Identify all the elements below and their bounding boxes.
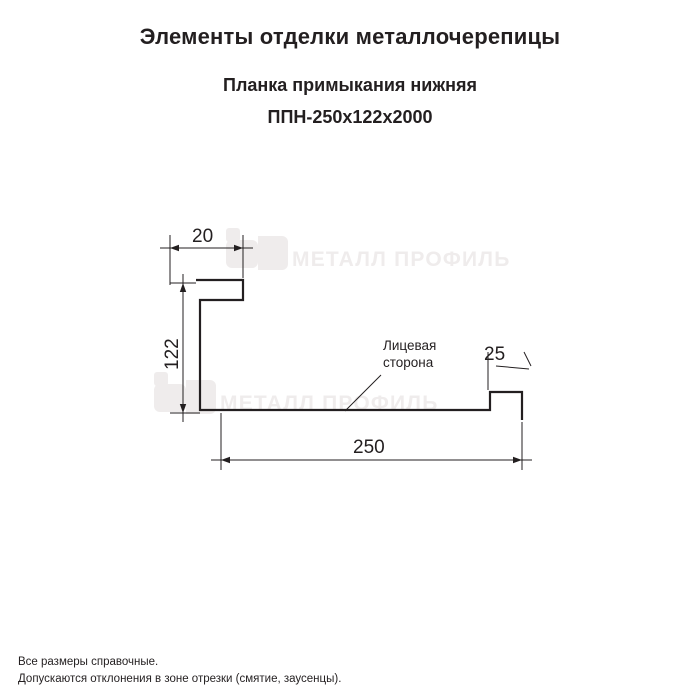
footer-line-1: Все размеры справочные. xyxy=(18,656,159,668)
face-side-label-line1: Лицевая xyxy=(383,338,437,353)
footer-notes xyxy=(18,654,682,688)
dimension-25-text: 25 xyxy=(484,344,506,365)
dimension-122-text: 122 xyxy=(162,338,183,370)
dimension-25 xyxy=(484,344,531,390)
watermark-top xyxy=(226,228,511,271)
drawing-svg xyxy=(0,170,700,530)
page-title: Элементы отделки металлочерепицы xyxy=(139,24,561,49)
watermark-text-2: МЕТАЛЛ ПРОФИЛЬ xyxy=(220,392,439,415)
technical-drawing xyxy=(0,170,700,530)
product-code: ППН-250х122х2000 xyxy=(267,107,433,127)
dimension-250 xyxy=(211,413,532,470)
title-block xyxy=(0,22,700,130)
footer-line-2: Допускаются отклонения в зоне отрезки (смятие, заусенцы). xyxy=(18,673,342,685)
watermark-bottom xyxy=(154,372,439,415)
dimension-250-text: 250 xyxy=(353,437,385,458)
face-side-label-line2: сторона xyxy=(383,355,434,370)
watermark-text: МЕТАЛЛ ПРОФИЛЬ xyxy=(292,248,511,271)
product-name: Планка примыкания нижняя xyxy=(223,75,477,95)
dimension-20-text: 20 xyxy=(192,226,214,247)
